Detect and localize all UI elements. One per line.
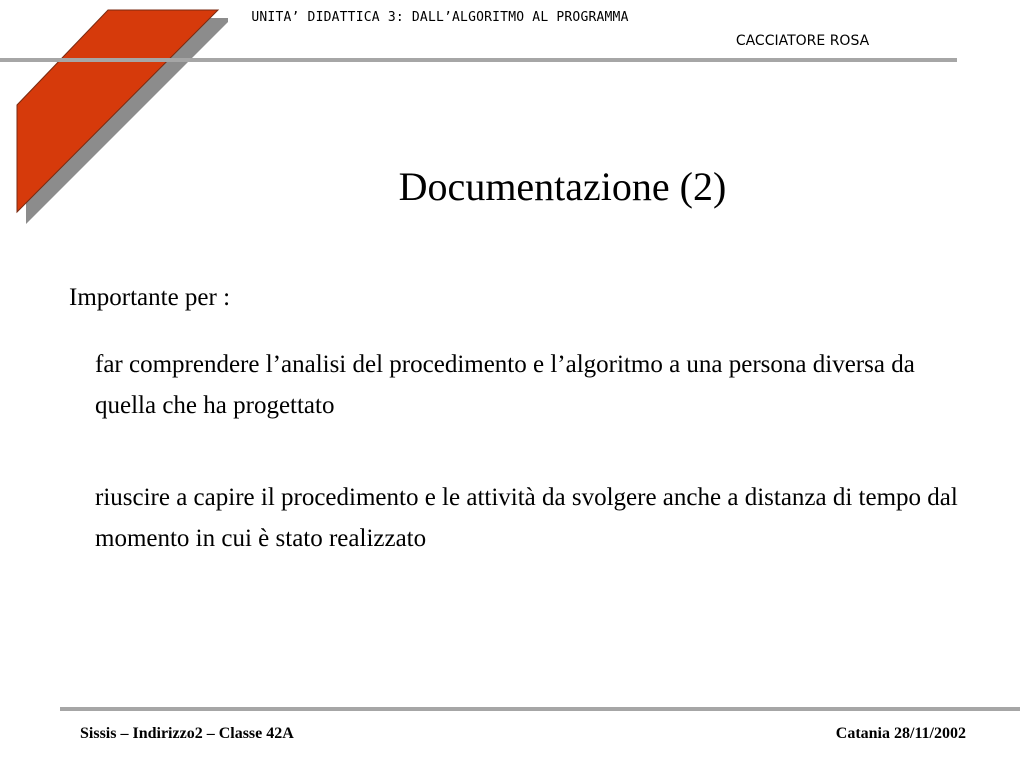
bullet-item: far comprendere l’analisi del procedimento e l’algoritmo a una persona diversa da quella che ha progettato (95, 351, 915, 419)
header-title: UNITA’ DIDATTICA 3: DALL’ALGORITMO AL PROGRAMMA (251, 10, 629, 25)
footer-date: Catania 28/11/2002 (835, 725, 966, 742)
bullet-item: riuscire a capire il procedimento e le attività da svolgere anche a distanza di tempo dal momento in cui è stato realizzato (95, 484, 958, 552)
intro-text: Importante per : (69, 284, 231, 311)
footer-divider (60, 707, 1020, 711)
corner-decoration (0, 0, 240, 230)
slide-title: Documentazione (2) (398, 164, 727, 209)
decoration-red-band (17, 10, 218, 212)
header-divider (0, 58, 957, 62)
footer-course: Sissis – Indirizzo2 – Classe 42A (80, 725, 294, 742)
header-author: CACCIATORE ROSA (735, 33, 870, 49)
